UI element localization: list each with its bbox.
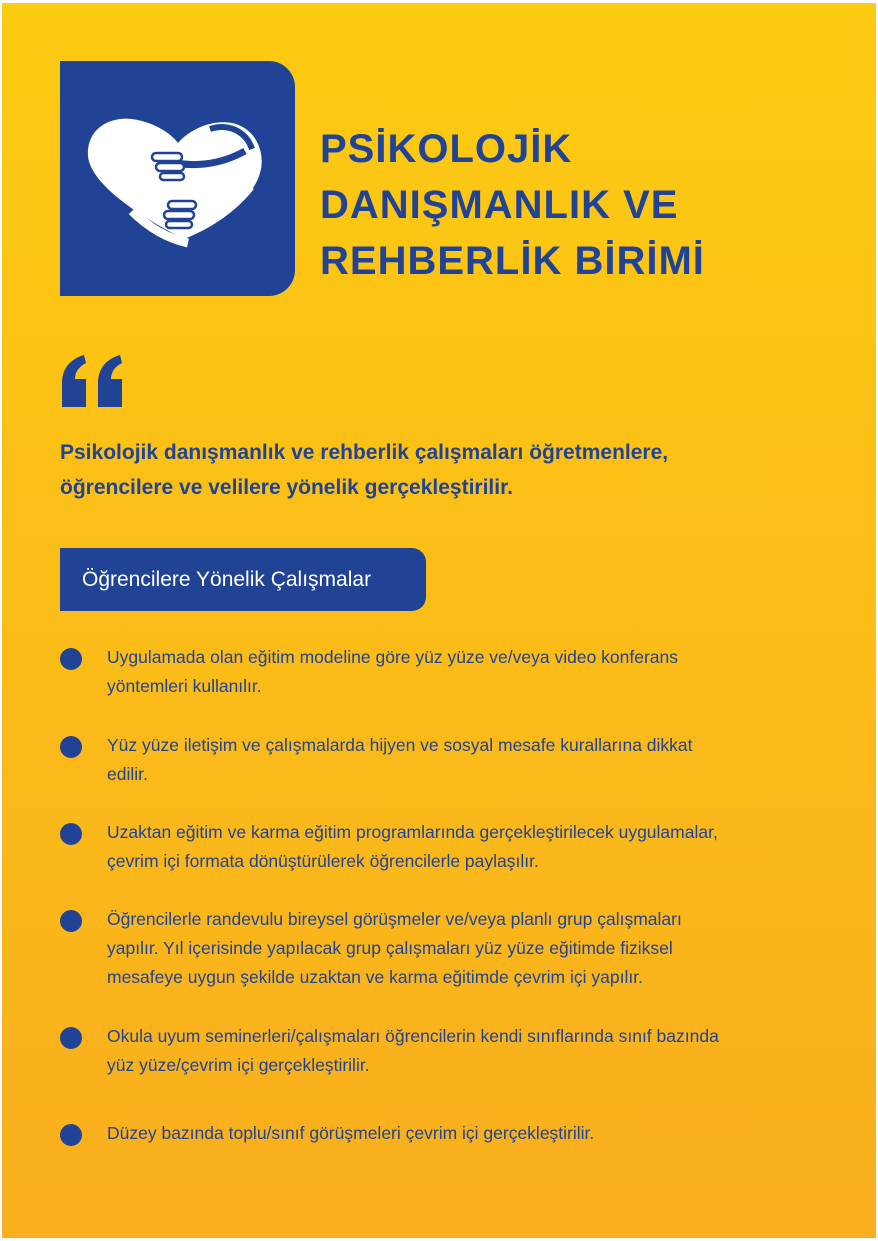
quote-mark-icon bbox=[60, 355, 126, 414]
item-line: yapılır. Yıl içerisinde yapılacak grup çalışmaları yüz yüze eğitimde fiziksel bbox=[107, 938, 673, 958]
item-text bbox=[107, 643, 787, 701]
item-text bbox=[107, 1022, 787, 1080]
page-title bbox=[320, 121, 840, 289]
intro-text bbox=[60, 435, 820, 505]
intro-line: öğrencilere ve velilere yönelik gerçekleştirilir. bbox=[60, 476, 513, 499]
item-line: edilir. bbox=[107, 764, 148, 784]
item-line: mesafeye uygun şekilde uzaktan ve karma eğitimde çevrim içi yapılır. bbox=[107, 967, 643, 987]
item-line: çevrim içi formata dönüştürülerek öğrencilerle paylaşılır. bbox=[107, 851, 539, 871]
logo-box bbox=[60, 61, 295, 296]
item-line: Uygulamada olan eğitim modeline göre yüz yüze ve/veya video konferans bbox=[107, 647, 679, 667]
item-line: yüz yüze/çevrim içi gerçekleştirilir. bbox=[107, 1055, 370, 1075]
bullet-icon bbox=[60, 736, 82, 758]
item-line: Öğrencilerle randevulu bireysel görüşmeler ve/veya planlı grup çalışmaları bbox=[107, 909, 682, 929]
title-line: REHBERLİK BİRİMİ bbox=[320, 239, 705, 283]
bullet-icon bbox=[60, 910, 82, 932]
item-line: yöntemleri kullanılır. bbox=[107, 676, 262, 696]
section-label: Öğrencilere Yönelik Çalışmalar bbox=[60, 548, 426, 611]
bullet-icon bbox=[60, 823, 82, 845]
item-line: Okula uyum seminerleri/çalışmaları öğrencilerin kendi sınıflarında sınıf bazında bbox=[107, 1026, 719, 1046]
heart-hug-icon bbox=[60, 61, 295, 296]
bullet-icon bbox=[60, 1027, 82, 1049]
item-line: Düzey bazında toplu/sınıf görüşmeleri çevrim içi gerçekleştirilir. bbox=[107, 1123, 595, 1143]
title-line: DANIŞMANLIK VE bbox=[320, 183, 679, 227]
item-text bbox=[107, 1119, 787, 1148]
bullet-icon bbox=[60, 1124, 82, 1146]
item-text bbox=[107, 818, 787, 876]
title-line: PSİKOLOJİK bbox=[320, 127, 573, 171]
bullet-icon bbox=[60, 648, 82, 670]
item-line: Uzaktan eğitim ve karma eğitim programlarında gerçekleştirilecek uygulamalar, bbox=[107, 822, 718, 842]
poster-page bbox=[2, 3, 876, 1238]
item-line: Yüz yüze iletişim ve çalışmalarda hijyen ve sosyal mesafe kurallarına dikkat bbox=[107, 735, 693, 755]
intro-line: Psikolojik danışmanlık ve rehberlik çalışmaları öğretmenlere, bbox=[60, 441, 669, 464]
item-text bbox=[107, 905, 787, 992]
item-text bbox=[107, 731, 787, 789]
